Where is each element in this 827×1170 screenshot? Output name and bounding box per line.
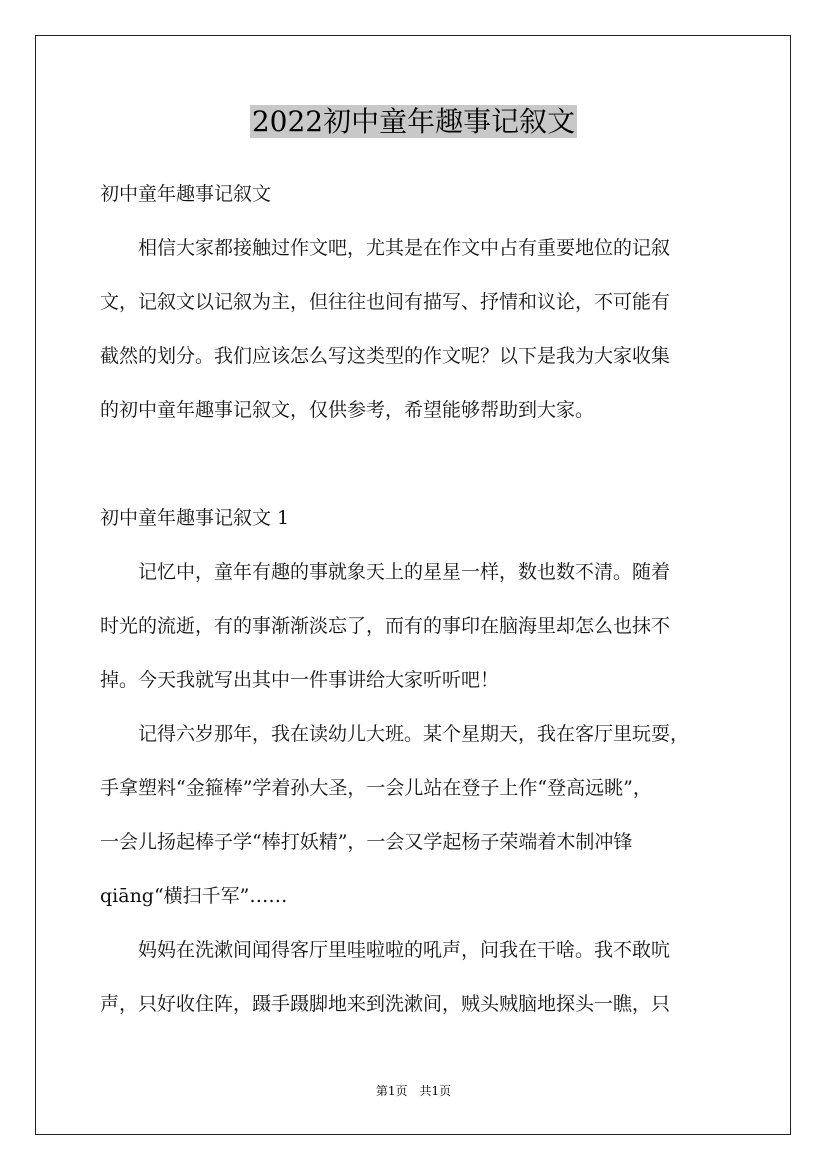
paragraph-line: qiāng“横扫千军”…… [100, 885, 288, 907]
paragraph-line: 掉。今天我就写出其中一件事讲给大家听听吧！ [100, 669, 500, 691]
section-heading: 初中童年趣事记叙文 1 [100, 507, 290, 529]
paragraph-line: 一会儿扬起棒子学“棒打妖精”，一会又学起杨子荣端着木制冲锋 [100, 831, 633, 853]
intro-line: 截然的划分。我们应该怎么写这类型的作文呢？以下是我为大家收集 [100, 345, 671, 367]
intro-line: 文，记叙文以记叙为主，但往往也间有描写、抒情和议论，不可能有 [100, 291, 671, 313]
paragraph-line: 声，只好收住阵，蹑手蹑脚地来到洗漱间，贼头贼脑地探头一瞧，只 [100, 993, 671, 1015]
paragraph-line: 妈妈在洗漱间闻得客厅里哇啦啦的吼声，问我在干啥。我不敢吭 [100, 939, 671, 961]
section-heading: 初中童年趣事记叙文 [100, 183, 272, 205]
paragraph-line: 记忆中，童年有趣的事就象天上的星星一样，数也数不清。随着 [100, 561, 671, 583]
document-title: 2022初中童年趣事记叙文 [251, 105, 576, 138]
intro-line: 相信大家都接触过作文吧，尤其是在作文中占有重要地位的记叙 [100, 237, 671, 259]
page-footer: 第1页 共1页 [375, 1084, 452, 1098]
paragraph-line: 时光的流逝，有的事渐渐淡忘了，而有的事印在脑海里却怎么也抹不 [100, 615, 671, 637]
paragraph-line: 手拿塑料“金箍棒”学着孙大圣，一会儿站在登子上作“登高远眺”， [100, 777, 652, 799]
paragraph-line: 记得六岁那年，我在读幼儿大班。某个星期天，我在客厅里玩耍， [100, 723, 690, 745]
document-body [100, 176, 730, 1022]
intro-line: 的初中童年趣事记叙文，仅供参考，希望能够帮助到大家。 [100, 399, 595, 421]
